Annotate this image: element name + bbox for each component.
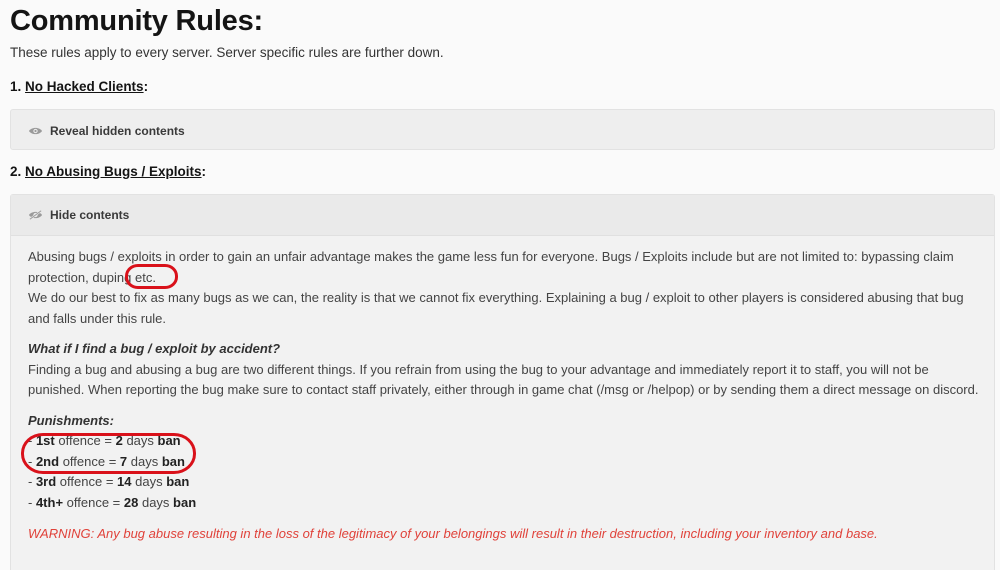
description-text: Abusing bugs / exploits in order to gain an unfair advantage makes the game less fun for everyone. Bugs / Exploits include but are not limited to: bypassing claim protection, [28,249,954,285]
punishment-line: - 1st offence = 2 days ban [28,433,181,448]
rule-name: No Hacked Clients [25,79,144,94]
page-title: Community Rules: [10,5,263,37]
punishment-line: - 3rd offence = 14 days ban [28,474,190,489]
rule-name: No Abusing Bugs / Exploits [25,164,202,179]
punishment-line: - 2nd offence = 7 days ban [28,453,185,469]
rule-suffix: : [201,164,207,179]
rule-number: 1. [10,79,22,94]
reveal-contents-button[interactable] [11,110,994,151]
hide-contents-button[interactable] [11,195,994,236]
spoiler-body [28,247,983,545]
rule-number: 2. [10,164,22,179]
faq-answer: Finding a bug and abusing a bug are two different things. If you refrain from using the bug to your advantage and immediately report it to staff, you will not be punished. When reporting the bug make sure to contact staff privately, either through in game chat (/msg or /helpop) or by sending them a direct message on discord. [28,361,979,397]
description-text-end: etc. [131,269,156,285]
spoiler-abusing-bugs [10,194,995,570]
eye-icon [28,126,43,136]
warning-text: WARNING: Any bug abuse resulting in the loss of the legitimacy of your belongings will result in their destruction, including your inventory and base. [28,526,878,541]
eye-slash-icon [28,210,43,220]
punishments-title: Punishments: [28,412,114,428]
punishment-line: - 4th+ offence = 28 days ban [28,494,197,510]
duping-term: duping [92,269,132,285]
rule-heading-1 [10,79,148,94]
spoiler-label: Reveal hidden contents [50,123,185,138]
faq-question: What if I find a bug / exploit by accident? [28,341,281,356]
rule-description [28,247,983,288]
rule-heading-2 [10,164,206,179]
rule-explanation: We do our best to fix as many bugs as we can, the reality is that we cannot fix everything. Explaining a bug / exploit to other players is considered abusing that bug and falls under this rule. [28,290,964,326]
spoiler-hacked-clients [10,109,995,150]
rule-suffix: : [143,79,149,94]
spoiler-label: Hide contents [50,208,130,222]
intro-text: These rules apply to every server. Server specific rules are further down. [10,45,444,60]
